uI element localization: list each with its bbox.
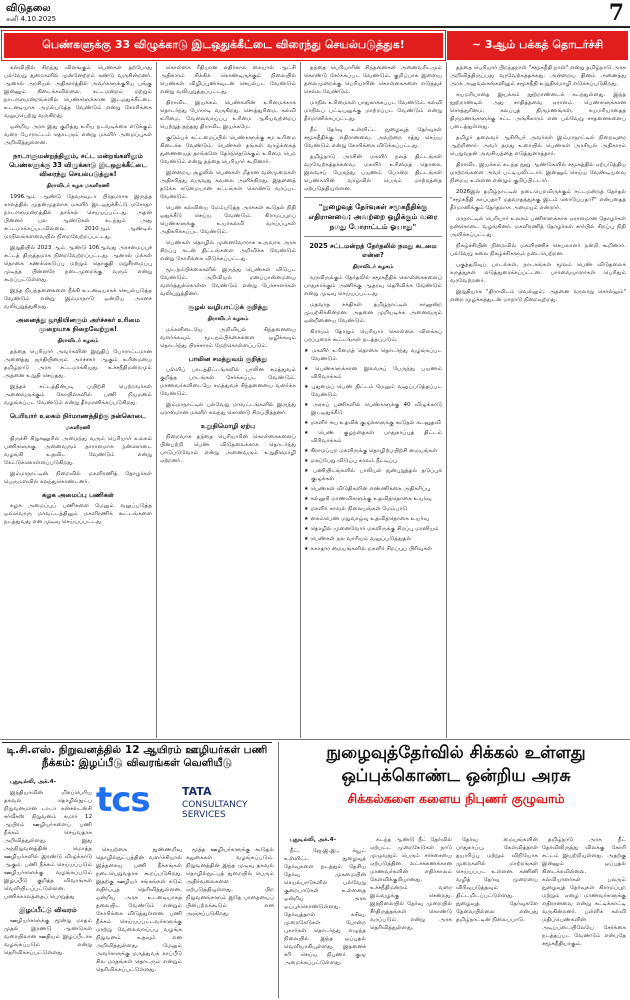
byline: திராவிடர் கழக மகளிரணி [46,183,110,189]
bullet-item: ★ பணியிடங்களில் பாலியல் துன்புறுத்தல் தடுப்புக் குழுக்கள் [304,467,442,483]
bullet-item: ★ பெண்களுக்கான இலவசப் பேருந்து பயணம் விரிவாக்கம் [304,365,442,381]
paragraph: மாநில உரிமைகள் பாதுகாக்கப்பட வேண்டும். கல்வி மாநிலப் பட்டியலுக்கு மாற்றப்பட வேண்டும் என்று தீர்மானிக்கப்பட்டது. [304,100,442,122]
dateline: புதுடில்லி, அக்.4- [10,779,57,785]
bullet-item: ★ மகளிர் உரிமைத் தொகை தொடர்ந்து வழங்கப்பட வேண்டும் [304,347,442,363]
exam-headline-block [284,742,628,832]
exam-column-3 [456,836,538,998]
bullet-item: ★ மகளிர் சுய உதவிக் குழுக்களுக்கு கூடுதல் கடனுதவி [304,419,442,427]
pull-quote: "நுழைவுத் தேர்வுகள் சமூகநீதிக்கு எதிரானவை; அவற்றை ஒழிக்கும் வரை நமது போராட்டம் ஓயாது" [308,202,438,231]
paragraph: கொள்கை ரீதியான எதிர்கால கையால் ஆட்சி அதிகாரம் சிக்கிக் கொண்டிருக்கும் நிலையில் பெண்கள் விழிப்புணர்வுடன் செயல்பட வேண்டும் என்று வலியுறுத்தப்பட்டது. [160,65,296,95]
byline: திராவிடர் கழகம் [352,264,394,270]
paragraph: இம்மாநாட்டின் நிறைவில் மகளிரணித் தோழர்கள் பெருமளவில் கலந்துகொண்டனர். [4,471,152,485]
continuation-banner [447,31,628,60]
newspaper-name: விடுதலை [6,3,51,14]
exam-headline-line-2: ஒப்புக்கொண்ட ஒன்றிய அரசு [341,766,571,786]
paragraph: இம்மாநாட்டில் பல்வேறு மாவட்டங்களில் இருந்து ஏராளமான மகளிர் கலந்து கொண்டு சிறப்பித்தனர். [160,402,296,416]
article-column-1 [4,64,152,738]
paragraph: 1996ஆம் ஆண்டு தேவகவுடா பிரதமராக இருந்த காலத்தில் முதன்முதலாக மகளிர் இடஒதுக்கீட்டு மசோதா நாடாளுமன்றத்தில் தாக்கல் செய்யப்பட்டது. அதன் பின்னர் பல ஆண்டுகள் கடந்தும் அது சட்டமாக்கப்படவில்லை. 2010ஆம் ஆண்டில் மாநிலங்களவையில் நிறைவேற்றப்பட்டது. [4,194,152,240]
paragraph: தமிழ்நாடு அரசின் மகளிர் நலத் திட்டங்கள் வரவேற்கத்தக்கவை. மகளிர் உரிமைத் தொகை, இலவசப் பேருந்து பயணம் போன்ற திட்டங்கள் பெண்களின் வாழ்வில் பெரும் மாற்றத்தை ஏற்படுத்தியுள்ளன. [304,154,442,192]
column-rule [446,62,447,738]
article-column-2 [160,64,296,738]
tcs-logo [96,778,270,844]
byline: திராவிடர் கழகம் [57,338,99,344]
paragraph: கழக அமைப்புப் பணிகளை மேலும் வலுப்படுத்த ஒவ்வொரு மாவட்டத்திலும் மகளிரணிக் கூட்டங்களை நடத்துவது என முடிவு செய்யப்பட்டது. [4,503,152,525]
bullet-item: ★ மகளிர் காவல் நிலையங்கள் மேம்பாடு [304,505,442,513]
subheading: நாடாளுமன்றத்திலும், சட்ட மன்றங்களிலும் பெண்களுக்கு 33 விழுக்காடு இடஒதுக்கீட்டை விரைந்து செயல்படுத்துக! [9,152,147,178]
paragraph: குடும்பக் கட்டமைப்பில் பெண்களுக்கு சம உரிமை கிடைக்க வேண்டும். பெண்கள் தங்கள் வாழ்க்கைத் துணையைத் தாங்களே தேர்ந்தெடுக்கும் உரிமை பெற வேண்டும் என்று தந்தை பெரியார் கூறினார். [160,135,296,165]
divider [304,236,442,237]
paragraph: மதவாத சக்திகள் தமிழ்நாட்டில் காலூன்ற முயற்சிக்கின்றன. அதனை முறியடிக்க அனைவரும் ஒன்றிணைய வேண்டும். [304,302,442,324]
tcs-column-3 [186,846,274,998]
paragraph: திராவிட இயக்கம் பெண்களின் உரிமைக்காக தொடர்ந்து போராடி வருகிறது. சொத்துரிமை, கல்வி உரிமை, வேலைவாய்ப்பு உரிமை ஆகியவற்றைப் பெற்றுத் தந்தது திராவிட இயக்கமே. [160,100,296,130]
paragraph: ஒன்றிய அரசு இது குறித்து உரிய நடவடிக்கை எடுக்கும் வரை போராட்டம் தொடரும் என்று மகளிர் அமைப்புகள் அறிவித்துள்ளன. [4,124,152,146]
paragraph: நீட் தேர்வு உள்ளிட்ட நுழைவுத் தேர்வுகள் சமூகநீதிக்கு எதிரானவை. அவற்றை ரத்து செய்ய வேண்டும் என்று கோரிக்கை விடுக்கப்பட்டது. [304,127,442,149]
paragraph: தமிழ்நாடு அரசு நீட் தேர்விலிருந்து விலக்கு கோரி சட்டம் இயற்றியுள்ளது. அதற்கு இன்னும் ஒப்புதல் கிடைக்கவில்லை. கல்வியாளர்கள் பலரும் நுழைவுத் தேர்வுகள் கிராமப்புற மற்றும் ஏழை மாணவர்களுக்கு எதிரானவை என்று சுட்டிக்காட்டி வருகின்றனர். பள்ளிக் கல்வி மதிப்பெண்களின் அடிப்படையிலேயே சேர்க்கை நடத்தப்பட வேண்டும் என்பதே சமூகநீதியாகும். [542,837,626,947]
paragraph: திராவிட இயக்கம் கடந்த நூறு ஆண்டுகளில் சமூகத்தில் ஏற்படுத்திய மாற்றங்களை அவர் பட்டியலிட்டார். இன்னும் செய்ய வேண்டியவை நிறைய உள்ளன என்றும் குறிப்பிட்டார். [450,162,626,184]
exam-column-2 [370,836,452,998]
exam-column-4 [542,836,626,998]
exam-headline-line-1: நுழைவுத்தேர்வில் சிக்கல் உள்ளது [326,743,586,763]
section-rule [0,739,630,740]
paragraph: திருச்சி சிறுகனூரில் அமைந்து வரும் பெரியார் உலகம் பணிகளுக்கு அனைவரும் தாராளமாக நன்கொடை வழங்கி உதவிட வேண்டும் என்று கேட்டுக்கொள்ளப்படுகிறது. [4,436,152,466]
masthead [0,0,630,28]
column-rule [278,742,279,998]
paragraph: தந்தை பெரியார் அவர்களின் இறுதிப் போராட்டமான அனைத்து ஜாதியினரும் அர்ச்சகர் ஆகும் உரிமையை தமிழ்நாடு அரசு சட்டமாக்கியது. உச்சநீதிமன்றமும் அதனை உறுதி செய்தது. [4,349,152,379]
subheading: 2025 சட்டமன்றத் தேர்தலில் நமது கடமை என்ன? [309,242,437,259]
paragraph: வரவிருக்கும் தேர்தலில் சமூகநீதிக் கொள்கைகளைப் பாதுகாக்கும் அணிக்கு ஆதரவு தெரிவிக்க வேண்டும் என்று முடிவு செய்யப்பட்டது. [304,275,442,297]
paragraph: இறுதியில் 2023 ஆம் ஆண்டு 106ஆவது அரசமைப்புச் சட்டத் திருத்தமாக நிறைவேற்றப்பட்டது. ஆனால் மக்கள் தொகை கணக்கெடுப்பு மற்றும் தொகுதி மறுசீரமைப்பு முடிந்த பின்னரே நடைமுறைக்கு வரும் என்று கூறப்பட்டுள்ளது. [4,245,152,283]
issue-date: சனி 4.10.2025 [6,15,57,23]
paragraph: பெண்கள் தொழில் முனைவோராக உருவாக அரசு சிறப்பு கடன் திட்டங்களை அறிவிக்க வேண்டும் என்று கோரிக்கை விடுக்கப்பட்டது. [160,240,296,262]
bullet-item: ★ தொழில் முனைவோர் மகளிருக்கு சிறப்பு மானியம் [304,525,442,533]
bullet-item: ★ சுகாதார மையங்களில் மகளிர் சிறப்புப் பிரிவுகள் [304,545,442,553]
page-number: 7 [608,0,624,26]
divider [304,197,442,198]
paragraph: மூத்த ஊழியர்களுக்கு கூடுதல் சலுகைகள் வழங்கப்படும். நிறுவனத்தின் இந்த முடிவு தகவல் தொழில்நுட்பத் துறையில் பெரும் அதிர்வலைகளை ஏற்படுத்தியுள்ளது. பிற நிறுவனங்களும் இதே பாதையைப் பின்பற்றக்கூடும் என அஞ்சப்படுகிறது. [186,847,274,917]
exam-column-1 [284,836,366,998]
paragraph: கல்வியில் சிறந்து விளங்கும் பெண்கள் தற்போது பல்வேறு துறைகளில் முன்னேற்றம் கண்டு வருகின்றனர். ஆனால் அரசியல் அதிகாரத்தில் அவர்களுக்குரிய பங்கு இன்னும் கிடைக்கவில்லை. சட்டமன்றம் மற்றும் நாடாளுமன்றங்களில் பெண்களுக்கான இடஒதுக்கீட்டை உடனடியாக அமல்படுத்த வேண்டும் என்று கோரிக்கை வலுப்பெற்று வருகிறது. [4,65,152,119]
paragraph: இந்த நிபந்தனைகளை நீக்கி உடனடியாகச் செயல்படுத்த வேண்டும் என்று இம்மாநாடு ஒன்றிய அரசை வலியுறுத்துகிறது. [4,288,152,310]
paragraph: இன்றைய சூழலில் பெண்கள் மீதான வன்முறைகள் அதிகரித்து வருவது கவலை அளிக்கிறது. இதனைத் தடுக்க கடுமையான சட்டங்கள் கொண்டு வரப்பட வேண்டும். [160,170,296,200]
paragraph: கடந்த ஆண்டு நீட் தேர்வில் ஏற்பட்ட முறைகேடுகள் நாடு முழுவதும் பெரும் சர்ச்சையை ஏற்படுத்தின. லட்சக்கணக்கான மாணவர்களின் எதிர்காலம் கேள்விக்குறியானது. உச்சநீதிமன்றம் வரை இவ்வழக்கு சென்றது. இந்நிலையில் தேர்வு முறையில் சீர்திருத்தங்கள் கொண்டு வரப்படும் என்று அரசு தெரிவித்துள்ளது. [370,837,452,931]
paragraph: செயற்கை நுண்ணறிவு தொழில்நுட்பத்தின் வளர்ச்சியால் இத்தகைய பணி நீக்கங்கள் நடைபெறுவதாக கூறப்படுகிறது. இதற்கு ஊழியர் சங்கங்கள் கடும் எதிர்ப்புத் தெரிவித்துள்ளன. ஒன்றிய அரசு உடனடியாகத் தலையிட வேண்டும் என்றும் கோரிக்கை விடுத்துள்ளன. பணி நீக்கம் செய்யப்பட்டவர்களுக்கு மாற்று வேலைவாய்ப்பு வழங்க நிறுவனம் உதவும் என அறிவித்துள்ளது. மேலும் அவர்களுக்கு மருத்துவக் காப்பீடு சில மாதங்கள் தொடரும் என்றும் தெரிவிக்கப்பட்டுள்ளது. [96,847,182,973]
subheading: கழக அமைப்பு பணிகள் [42,491,114,499]
paragraph: மக்களிடையே அறிவியல் சிந்தனையை வளர்க்கவும் மூடநம்பிக்கைகளை ஒழிக்கவும் தொடர்ந்து பிரச்சாரம் மேற்கொள்ளப்படும். [160,327,296,349]
main-headline: பெண்களுக்கு 33 விழுக்காடு இடஒதுக்கீட்டை விரைந்து செயல்படுத்துக! [42,38,405,51]
bullet-item: ★ மகப்பேறு விடுப்பு காலம் நீட்டிப்பு [304,457,442,465]
paragraph: பள்ளிப் பாடத்திட்டங்களில் பாலின சமத்துவம் குறித்த பாடங்கள் சேர்க்கப்பட வேண்டும். மாணவர்களிடையே சமத்துவச் சிந்தனையை வளர்க்க வேண்டும். [160,367,296,397]
tcs-logo-tata: TATA [182,785,212,798]
tcs-logo-services: SERVICES [182,810,226,820]
paragraph: கிராமம் தோறும் பெரியார் கொள்கை விளக்கப் பரப்புரைக் கூட்டங்கள் நடத்தப்படும். [304,329,442,343]
paragraph: 2026இல் தமிழ்நாட்டில் நடைபெறவிருக்கும் சட்டமன்றத் தேர்தல் "சமூகநீதி காப்பதா? மதவாதத்துக்கு இடம் கொடுப்பதா?" என்பதைத் தீர்மானிக்கும் தேர்தலாக அமையும் என்றார். [450,189,626,211]
subheading: பெரியார் உலகம் நிர்மாணத்திற்கு நன்கொடை [9,412,147,420]
paragraph: பெண் கல்வியை மேம்படுத்த அரசுகள் கூடுதல் நிதி ஒதுக்கீடு செய்ய வேண்டும். கிராமப்புறப் பெண்களுக்கு உயர்கல்வி வாய்ப்புகள் அதிகரிக்கப்பட வேண்டும். [160,205,296,235]
paragraph: தேர்வு மையங்களின் பாதுகாப்பு, கேள்வித்தாள் தயாரிப்பு மற்றும் விநியோக முறைகளில் மாற்றங்கள் செய்யப்பட உள்ளன. கணினி வழித் தேர்வு முறையை விரிவுபடுத்தவும் திட்டமிடப்பட்டுள்ளது. நுழைவுத் தேர்வுகளே தேவையில்லை என்பது தமிழ்நாட்டின் நிலைப்பாடு. [456,837,538,923]
bullet-item: ★ கல்லூரி மாணவிகளுக்கு உதவித்தொகை உயர்வு [304,495,442,503]
paragraph: ஊழியர்களுக்கு மூன்று மாதம் முதல் இரண்டு ஆண்டுகள் வரையிலான ஊதியம் இழப்பீடாக வழங்கப்படும் என்று தெரிவிக்கப்பட்டுள்ளது. [4,918,92,956]
paragraph: தமிழர் தலைவர் ஆசிரியர் அவர்கள் இம்மாநாட்டில் நிறைவுரை ஆற்றினார். அவர் தமது உரையில் பெண்கள் அரசியல் அதிகாரம் பெறுவதன் அவசியத்தை எடுத்துரைத்தார். [450,135,626,157]
continuation-label: ~ 3ஆம் பக்கத் தொடர்ச்சி [471,38,604,51]
bullet-item: ★ பெண்கள் விடுதிகளின் எண்ணிக்கை அதிகரிப்பு [304,485,442,493]
bullet-item: ★ கிராமப்புற மகளிருக்கு தொழிற்பயிற்சி மையங்கள் [304,447,442,455]
article-column-4 [450,64,626,738]
paragraph: இறுதியாக "திராவிடம் வெல்லும்; அதனை வரலாறு சொல்லும்" என்ற முழக்கத்துடன் மாநாடு நிறைவுற்றது. [450,289,626,303]
bullet-item: ★ அரசுப் பணிகளில் பெண்களுக்கு 40 விழுக்காடு இடஒதுக்கீடு [304,401,442,417]
paragraph: இந்தியாவின் மிகப்பெரிய தகவல் தொழில்நுட்ப நிறுவனமான டாடா கன்சல்டன்சி சர்வீசஸ் நிறுவனம் சுமார் 12 ஆயிரம் ஊழியர்களைப் பணி நீக்கம் செய்வதாக அறிவித்துள்ளது. இது அந்நிறுவனத்தின் மொத்த ஊழியர்களில் இரண்டு விழுக்காடு ஆகும். பணி நீக்கம் செய்யப்படும் ஊழியர்களுக்கு வழங்கப்படும் இழப்பீடு குறித்த விவரங்கள் வெளியிடப்பட்டுள்ளன. பணிக்காலத்தைப் பொறுத்து [4,790,92,900]
tcs-column-2 [96,846,182,998]
tcs-headline: டி.சி.எஸ். நிறுவனத்தில் 12 ஆயிரம் ஊழியர்கள் பணி நீக்கம்: இழப்பீடு விவரங்கள் வெளியீடு [2,742,272,770]
column-rule [300,62,301,738]
tcs-logo-subtitle [182,800,248,820]
subheading: அனைத்து ஜாதியினரும் அர்ச்சகர் உரிமை முறையாக நிறைவேற்றுக! [16,316,140,333]
paragraph: இந்தச் சட்டத்தின்படி பயிற்சி பெற்றவர்கள் அனைவருக்கும் கோயில்களில் பணி நியமனம் வழங்கப்பட வேண்டும் என்று தீர்மானிக்கப்படுகிறது. [4,384,152,406]
dateline: புதுடில்லி, அக்.4- [290,837,337,843]
byline: மகளிரணி [65,425,91,431]
bullet-item: ★ பெண்கள் நல வாரியம் வலுப்படுத்துதல் [304,535,442,543]
tcs-logo-consultancy: CONSULTANCY [182,800,248,810]
paragraph: மாநாட்டில் பெரியார் உலகம் பணிகளுக்காக ஏராளமான தோழர்கள் நன்கொடை வழங்கினர். மகளிரணித் தோழர்கள் சார்பில் சிறப்பு நிதி அளிக்கப்பட்டது. [450,216,626,238]
paragraph: மூடநம்பிக்கைகளில் இருந்து பெண்கள் விடுபட வேண்டும். அறிவியல் மனப்பான்மையை வளர்த்துக்கொள்ள வேண்டும் என்று பேச்சாளர்கள் வலியுறுத்தினர். [160,267,296,297]
subheading: சூழல் வழிபாட்டுக் குறித்து [188,303,268,311]
bullet-item: ★ புதுமைப் பெண் திட்டம் மேலும் வலுப்படுத்தப்பட வேண்டும் [304,383,442,399]
article-column-3 [304,64,442,738]
paragraph: நிறைவாக தந்தை பெரியாரின் கொள்கைகளைப் பின்பற்றி பெண் விடுதலைக்காக தொடர்ந்து பாடுபடுவோம் என்று அனைவரும் உறுதிமொழி ஏற்றனர். [160,434,296,464]
paragraph: தந்தை பெரியாரின் சிந்தனைகள் அனைவரிடமும் கொண்டு சேர்க்கப்பட வேண்டும். குறிப்பாக இளைய தலைமுறைக்கு பெரியாரின் கொள்கைகளை எடுத்துச் செல்ல வேண்டும். [304,65,442,95]
subheading: உறுதிமொழி ஏற்பு [200,422,256,430]
paragraph: பகுத்தறிவுப் பாடல்கள், நாடகங்கள் மூலம் பெண் விடுதலைக் கருத்துகள் எடுத்துரைக்கப்பட்டன. பார்வையாளர்கள் பெரிதும் வரவேற்றனர். [450,262,626,284]
tcs-column-1 [4,778,92,998]
subheading: இழப்பீட்டு விவரம் [19,906,77,914]
paragraph: சுயமரியாதை இயக்கம் நூற்றாண்டைக் கடந்துள்ளது. இந்த நூற்றாண்டில் அது சாதித்தவை ஏராளம். பெண்களுக்கான சொத்துரிமை, கலப்புத் திருமணங்கள், சுயமரியாதைத் திருமணங்களுக்கு சட்ட அங்கீகாரம் என பல்வேறு சாதனைகளைப் படைத்துள்ளது. [450,92,626,130]
exam-subheadline: சிக்கல்களை களைய நிபுணர் குழுவாம் [347,791,565,806]
paragraph: நீட், ஜே.இ.இ., க்யூட் உள்ளிட்ட நுழைவுத் தேர்வுகளை நடத்தும் தேசிய தேர்வு முகமையின் செயல்பாடுகளில் பல்வேறு குறைபாடுகள் உள்ளதை ஒன்றிய அரசு ஒப்புக்கொண்டுள்ளது. தேர்வுத்தாள் கசிவு, முறைகேடுகள் போன்ற புகார்கள் தொடர்ந்து எழுந்த நிலையில் இந்த ஒப்புதல் வெளியாகியுள்ளது. இதனைச் சரி செய்ய நிபுணர் குழு அமைக்கப்பட்டுள்ளது. [284,848,366,966]
paragraph: நிகழ்ச்சியின் நிறைவில் மகளிரணிச் செயலாளர் நன்றி கூறினார். பல்வேறு கலை நிகழ்ச்சிகளும் நடைபெற்றன. [450,243,626,257]
bullet-item: ★ பெண் குழந்தைகள் பாதுகாப்புத் திட்டம் விரிவாக்கம் [304,429,442,445]
tcs-logo-wordmark: tcs [96,780,150,820]
main-headline-banner [2,31,445,60]
byline: திராவிடர் கழகம் [207,316,249,322]
paragraph: தந்தை பெரியார் பிறந்தநாள் "சமூகநீதி நாள்" என்று தமிழ்நாடு அரசு அறிவித்திருப்பது வரவேற்கத்தக்கது. அன்றைய தினம் அனைத்து அரசு அலுவலகங்களிலும் சமூகநீதி உறுதிமொழி எடுக்கப்படுகிறது. [450,65,626,87]
subheading: பாலின சமத்துவம் குறித்து [188,355,268,363]
column-rule [156,62,157,738]
bullet-item: ★ கைம்பெண் மறுவாழ்வு உதவித்தொகை உயர்வு [304,515,442,523]
